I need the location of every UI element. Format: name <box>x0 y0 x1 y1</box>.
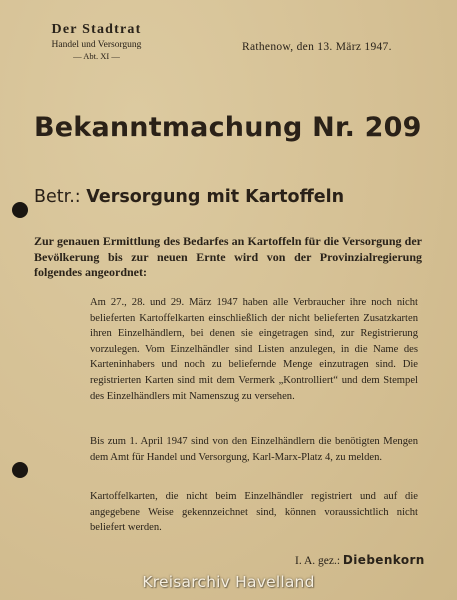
archive-watermark: Kreisarchiv Havelland <box>142 573 315 591</box>
document-title: Bekanntmachung Nr. 209 <box>34 112 422 143</box>
place-date: Rathenow, den 13. März 1947. <box>242 41 392 53</box>
subject-prefix: Betr.: <box>34 187 81 207</box>
sender-block <box>34 22 159 61</box>
sender-division: — Abt. XI — <box>73 51 120 61</box>
signature-prefix: I. A. gez.: <box>295 555 341 567</box>
body-paragraph: Bis zum 1. April 1947 sind von den Einzelhändlern die benötigten Mengen dem Amt für Handel und Versorgung, Karl-Marx-Platz 4, zu melden. <box>90 436 418 463</box>
signature <box>295 553 425 567</box>
signer-name: Diebenkorn <box>342 553 425 567</box>
body-paragraph: Kartoffelkarten, die nicht beim Einzelhändler registriert und auf die angegebene Weise gekennzeichnet sind, können voraussichtlich nicht beliefert werden. <box>90 491 418 534</box>
punch-hole <box>12 202 28 218</box>
subject-line <box>34 187 344 207</box>
punch-hole <box>12 462 28 478</box>
sender-department: Handel und Versorgung <box>51 40 142 50</box>
subject-text: Versorgung mit Kartoffeln <box>86 187 345 207</box>
sender-name: Der Stadtrat <box>51 22 142 37</box>
body-paragraph: Am 27., 28. und 29. März 1947 haben alle Verbraucher ihre noch nicht belieferten Kartoffelkarten einschließlich der nicht belieferten Zusatzkarten ihren Einzelhändlern, bei denen sie eingetragen sind, zur Registrierung vorzulegen. Vom Einzelhändler sind Listen anzulegen, in die Name des Karteninhabers und noch zu beliefernde Menge einzutragen sind. Die registrierten Karten sind mit dem Vermerk „Kontrolliert“ und dem Stempel des Einzelhändlers mit Namenszug zu versehen. <box>90 297 418 402</box>
intro-paragraph: Zur genauen Ermittlung des Bedarfes an Kartoffeln für die Versorgung der Bevölkerung bis zur neuen Ernte wird von der Provinzialregierung folgendes angeordnet: <box>34 234 422 279</box>
